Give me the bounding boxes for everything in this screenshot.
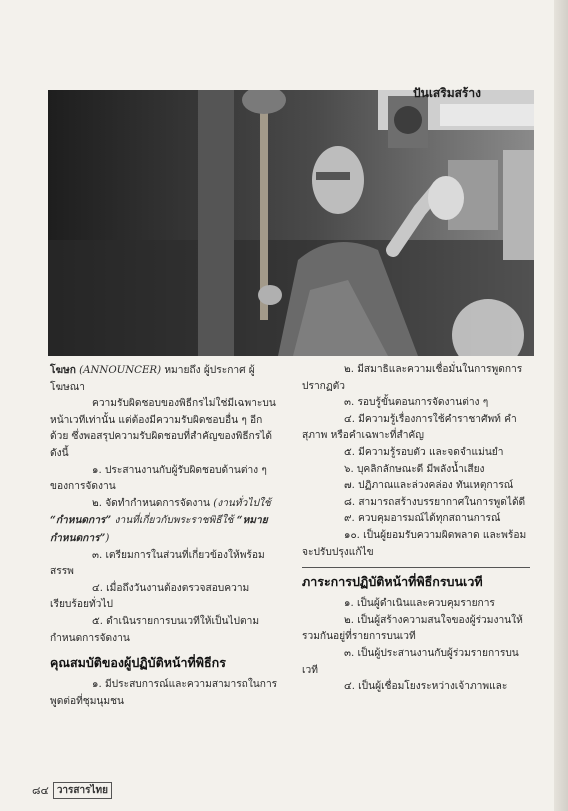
- page-number: ๘๔: [32, 784, 49, 797]
- item2-part-f: ): [105, 532, 110, 544]
- qualification-item-1: ๑. มีประสบการณ์และความสามารถในการพูดต่อที่ชุมนุมชน: [50, 679, 278, 707]
- item2-part-b: (งานทั่วไปใช้: [213, 497, 271, 509]
- left-column: [50, 362, 278, 710]
- qualification-item-9: ๙. ควบคุมอารมณ์ได้ทุกสถานการณ์: [344, 513, 501, 525]
- responsibility-item-1: ๑. ประสานงานกับผู้รับผิดชอบด้านต่าง ๆ ของการจัดงาน: [50, 464, 267, 493]
- duty-item-3: ๓. เป็นผู้ประสานงานกับผู้ร่วมรายการบนเวที: [302, 647, 519, 676]
- item2-part-e: “หมายกำหนดการ”: [50, 514, 268, 544]
- intro-paragraph: ความรับผิดชอบของพิธีกรไม่ใช่มีเฉพาะบนหน้าเวทีเท่านั้น แต่ต้องมีความรับผิดชอบอื่น ๆ อีกด้วย ซึ่งพอสรุปความรับผิดชอบที่สำคัญของพิธีกรได้ดังนี้: [50, 398, 276, 459]
- duty-item-2: ๒. เป็นผู้สร้างความสนใจของผู้ร่วมงานให้รวมกันอยู่ที่รายการบนเวที: [302, 614, 523, 643]
- responsibility-item-2: [50, 496, 278, 548]
- magazine-logo: วารสารไทย: [53, 782, 112, 799]
- qualification-item-7: ๗. ปฏิภาณและล่วงคล่อง ทันเหตุการณ์: [344, 480, 514, 492]
- responsibility-item-3: ๓. เตรียมการในส่วนที่เกี่ยวข้องให้พร้อมสรรพ: [50, 549, 265, 578]
- duty-item-4: ๔. เป็นผู้เชื่อมโยงระหว่างเจ้าภาพและ: [344, 681, 508, 693]
- announcer-photo: [48, 90, 534, 356]
- qualification-item-6: ๖. บุคลิกลักษณะดี มีพลังน้ำเสียง: [344, 463, 485, 475]
- responsibility-item-5: ๕. ดำเนินรายการบนเวทีให้เป็นไปตามกำหนดการจัดงาน: [50, 615, 260, 644]
- photo-illustration: [48, 90, 534, 356]
- qualification-item-4: ๔. มีความรู้เรื่องการใช้คำราชาศัพท์ คำสุภาพ หรือคำเฉพาะที่สำคัญ: [302, 413, 517, 442]
- page-footer: [32, 781, 112, 799]
- term-def: หมายถึง ผู้ประกาศ ผู้โฆษณา: [50, 365, 255, 393]
- term: โฆษก: [50, 364, 76, 376]
- term-definition: [50, 362, 278, 396]
- item2-part-d: งานที่เกี่ยวกับพระราชพิธีใช้: [114, 515, 234, 527]
- item2-part-a: ๒. จัดทำกำหนดการจัดงาน: [92, 497, 211, 509]
- item2-part-c: “กำหนดการ”: [50, 514, 112, 527]
- duties-heading: ภาระการปฏิบัติหน้าที่พิธีกรบนเวที: [302, 567, 530, 592]
- right-column: [302, 362, 530, 696]
- qualifications-heading: คุณสมบัติของผู้ปฏิบัติหน้าที่พิธีกร: [50, 655, 226, 671]
- duty-item-1: ๑. เป็นผู้ดำเนินและควบคุมรายการ: [344, 598, 495, 610]
- qualification-item-5: ๕. มีความรู้รอบตัว และจดจำแม่นยำ: [344, 446, 504, 458]
- term-en: (ANNOUNCER): [79, 365, 162, 376]
- sign-text: ปันเสริมสร้าง: [413, 86, 481, 100]
- qualification-item-10: ๑๐. เป็นผู้ยอมรับความผิดพลาด และพร้อมจะปรับปรุงแก้ไข: [302, 529, 527, 558]
- qualification-item-8: ๘. สามารถสร้างบรรยากาศในการพูดได้ดี: [344, 496, 526, 508]
- qualification-item-2: ๒. มีสมาธิและความเชื่อมั่นในการพูดการปรากฏตัว: [302, 364, 523, 392]
- qualification-item-3: ๓. รอบรู้ขั้นตอนการจัดงานต่าง ๆ: [344, 397, 489, 409]
- responsibility-item-4: ๔. เมื่อถึงวันงานต้องตรวจสอบความเรียบร้อยทั่วไป: [50, 582, 250, 611]
- page-edge: [554, 0, 568, 811]
